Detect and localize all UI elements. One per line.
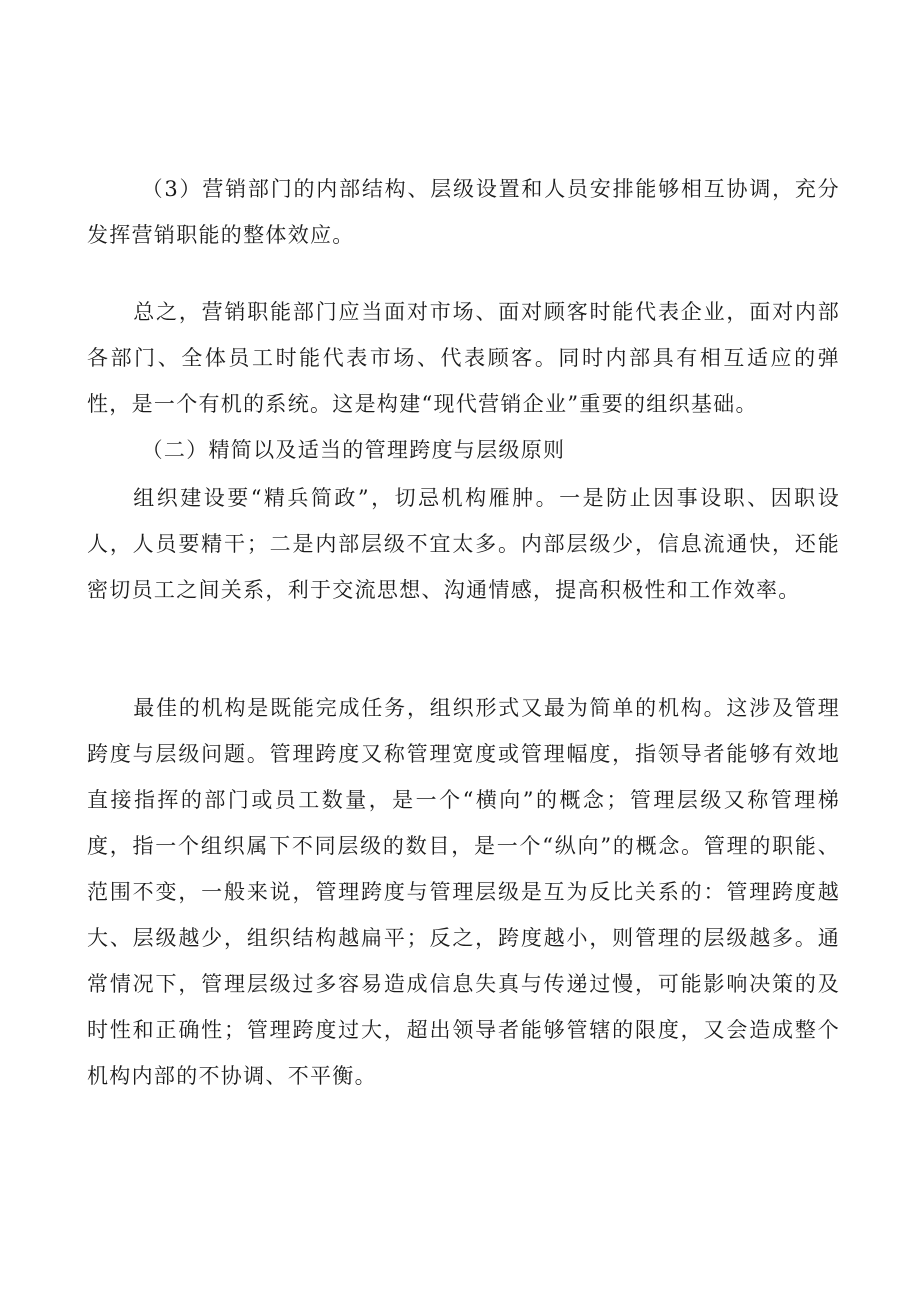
paragraph-item-3: （3）营销部门的内部结构、层级设置和人员安排能够相互协调，充分发挥营销职能的整体效应。 (87, 177, 840, 247)
section-heading: （二）精简以及适当的管理跨度与层级原则 (141, 438, 566, 462)
paragraph-streamlining: 组织建设要“精兵简政”，切忌机构雁肿。一是防止因事设职、因职设人，人员要精干；二是内部层级不宜太多。内部层级少，信息流通快，还能密切员工之间关系，利于交流思想、沟通情感，提高积极性和工作效率。 (87, 486, 840, 602)
paragraph-span-and-levels: 最佳的机构是既能完成任务，组织形式又最为简单的机构。这涉及管理跨度与层级问题。管理跨度又称管理宽度或管理幅度，指领导者能够有效地直接指挥的部门或员工数量，是一个“横向”的概念；管理层级又称管理梯度，指一个组织属下不同层级的数目，是一个“纵向”的概念。管理的职能、范围不变，一般来说，管理跨度与管理层级是互为反比关系的：管理跨度越大、层级越少，组织结构越扁平；反之，跨度越小，则管理的层级越多。通常情况下，管理层级过多容易造成信息失真与传递过慢，可能影响决策的及时性和正确性；管理跨度过大，超出领导者能够管辖的限度，又会造成整个机构内部的不协调、不平衡。 (87, 696, 840, 1088)
paragraph-summary: 总之，营销职能部门应当面对市场、面对顾客时能代表企业，面对内部各部门、全体员工时能代表市场、代表顾客。同时内部具有相互适应的弹性，是一个有机的系统。这是构建“现代营销企业”重要的组织基础。 (87, 300, 840, 416)
